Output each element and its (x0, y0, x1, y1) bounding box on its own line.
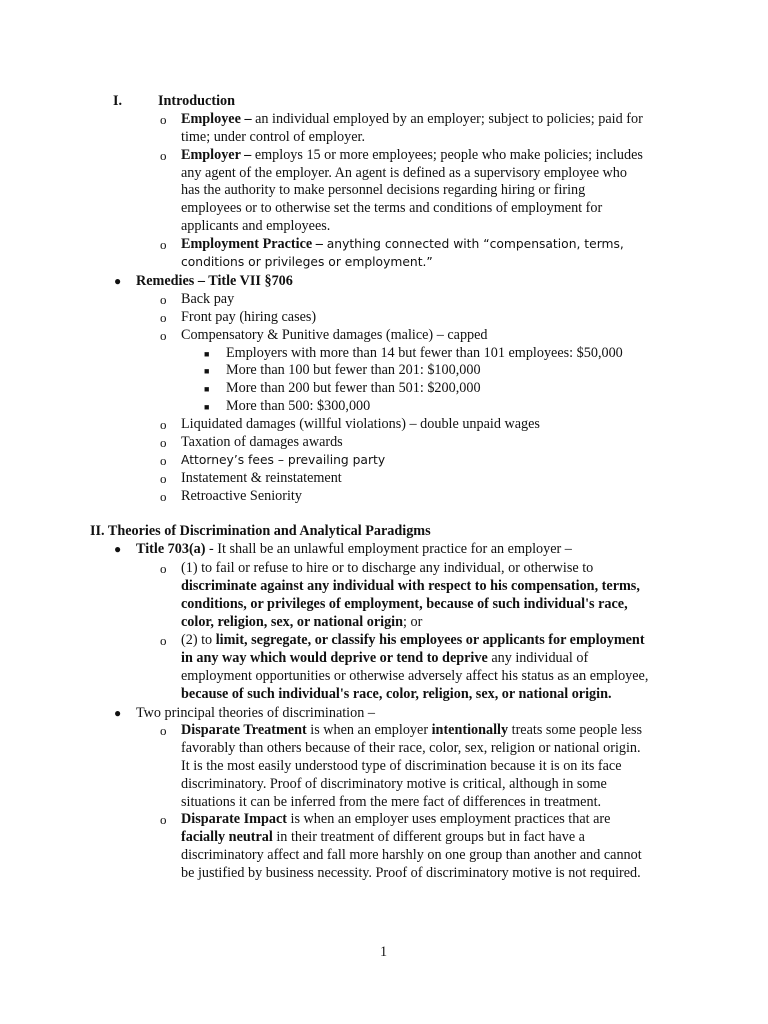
section-2-heading: II. Theories of Discrimination and Analytical Paradigms (90, 523, 431, 539)
text-line: facially neutral in their treatment of different groups but in fact have a (181, 829, 585, 845)
page-number: 1 (380, 944, 388, 960)
text-line: conditions, or privileges of employment, because of such individual's race, (181, 596, 628, 612)
text-line: has the authority to make personnel decisions regarding hiring or firing (181, 182, 586, 198)
text-line: employment opportunities or otherwise adversely affect his status as an employee, (181, 668, 649, 684)
circle-bullet-icon: o (160, 489, 167, 504)
bullet-icon: ● (114, 706, 122, 720)
circle-bullet-icon: o (160, 812, 167, 827)
text-line: any agent of the employer. An agent is defined as a supervisory employee who (181, 165, 627, 181)
square-bullet-icon: ■ (204, 384, 210, 394)
text-line: situations it can be inferred from the mere fact of differences in treatment. (181, 794, 602, 810)
circle-bullet-icon: o (160, 112, 167, 127)
circle-bullet-icon: o (160, 633, 167, 648)
text-line: discriminate against any individual with respect to his compensation, terms, (181, 578, 640, 594)
text-line: conditions or privileges or employment.” (181, 255, 433, 269)
bullet-icon: ● (114, 274, 122, 288)
circle-bullet-icon: o (160, 292, 167, 307)
text-line: favorably than others because of their race, color, sex, religion or national origin. (181, 740, 641, 756)
circle-bullet-icon: o (160, 328, 167, 343)
text-line: because of such individual's race, color, religion, sex, or national origin. (181, 686, 612, 702)
text-line: discriminatory. Proof of discriminatory motive is critical, although in some (181, 776, 607, 792)
square-bullet-icon: ■ (204, 349, 210, 359)
section-1-numeral: I. (113, 93, 123, 109)
circle-bullet-icon: o (160, 435, 167, 450)
square-bullet-icon: ■ (204, 402, 210, 412)
circle-bullet-icon: o (160, 148, 167, 163)
circle-bullet-icon: o (160, 723, 167, 738)
circle-bullet-icon: o (160, 471, 167, 486)
text-line: color, religion, sex, or national origin; or (181, 614, 423, 630)
text-line: in any way which would deprive or tend to deprive any individual of (181, 650, 589, 666)
circle-bullet-icon: o (160, 453, 167, 468)
circle-bullet-icon: o (160, 310, 167, 325)
text-line: discriminatory affect and fall more harshly on one group than another and cannot (181, 847, 642, 863)
section-1-title: Introduction (158, 93, 235, 109)
text-line: time; under control of employer. (181, 129, 365, 145)
circle-bullet-icon: o (160, 417, 167, 432)
circle-bullet-icon: o (160, 237, 167, 252)
text-line: applicants and employees. (181, 218, 331, 234)
circle-bullet-icon: o (160, 561, 167, 576)
bullet-icon: ● (114, 542, 122, 556)
text-line: be justified by business necessity. Proof of discriminatory motive is not required. (181, 865, 641, 881)
square-bullet-icon: ■ (204, 366, 210, 376)
text-line: employees or to otherwise set the terms and conditions of employment for (181, 200, 603, 216)
text-line: It is the most easily understood type of discrimination because it is on its face (181, 758, 622, 774)
